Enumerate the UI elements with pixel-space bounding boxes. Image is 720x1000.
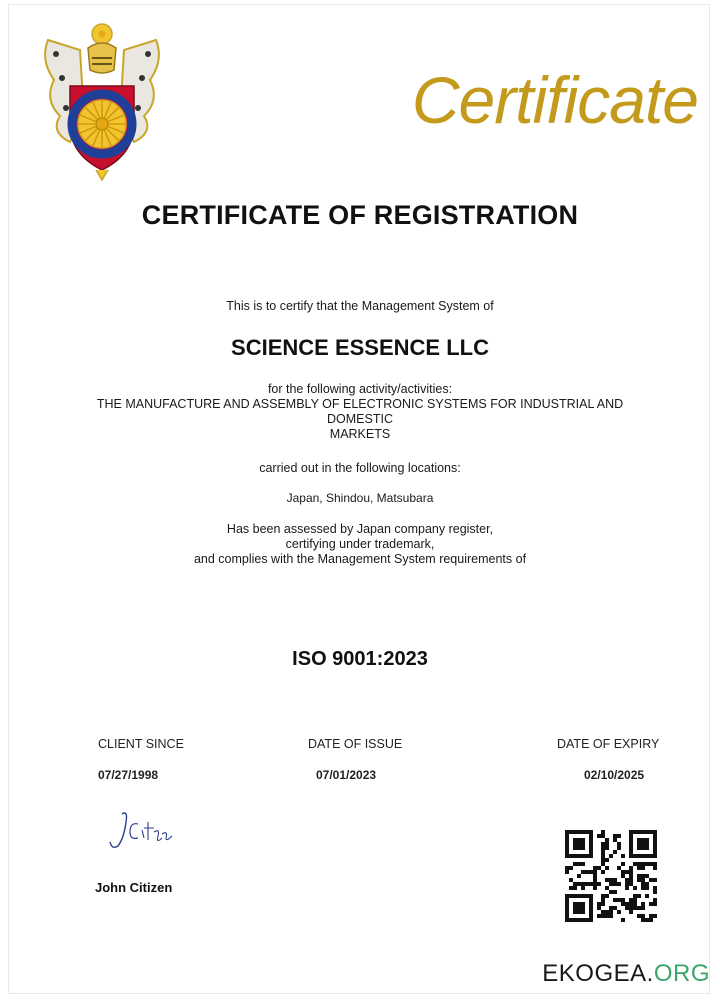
expiry-date-value: 02/10/2025 [584,768,645,782]
certificate-script-title: Certificate [411,63,698,137]
signer-name: John Citizen [95,880,173,895]
activity-line: MARKETS [329,427,391,441]
qr-code-icon [565,830,657,922]
company-name: SCIENCE ESSENCE LLC [231,335,489,360]
issue-date-value: 07/01/2023 [316,768,377,782]
site-watermark [542,960,710,988]
assessment-line: Has been assessed by Japan company register, [226,522,494,536]
locations-value: Japan, Shindou, Matsubara [286,491,434,505]
locations-label: carried out in the following locations: [259,461,461,475]
expiry-date-label: DATE OF EXPIRY [557,737,660,751]
page-title: CERTIFICATE OF REGISTRATION [141,200,579,230]
watermark-left: EKOGEA. [542,960,654,987]
assessment-line: certifying under trademark, [285,537,435,551]
iso-standard: ISO 9001:2023 [292,648,428,670]
royal-coat-of-arms-icon [40,20,164,182]
handwritten-signature [104,808,174,854]
client-since-value: 07/27/1998 [98,768,159,782]
issue-date-label: DATE OF ISSUE [308,737,403,751]
client-since-label: CLIENT SINCE [98,737,184,751]
assessment-line: and complies with the Management System requirements of [193,552,527,566]
watermark-right: ORG [653,960,710,987]
activity-label: for the following activity/activities: [267,382,453,396]
activity-line: THE MANUFACTURE AND ASSEMBLY OF ELECTRONIC SYSTEMS FOR INDUSTRIAL AND [96,397,624,411]
activity-block [0,382,720,442]
intro-text: This is to certify that the Management System of [226,299,494,313]
activity-line: DOMESTIC [327,412,393,426]
assessment-block [0,522,720,567]
